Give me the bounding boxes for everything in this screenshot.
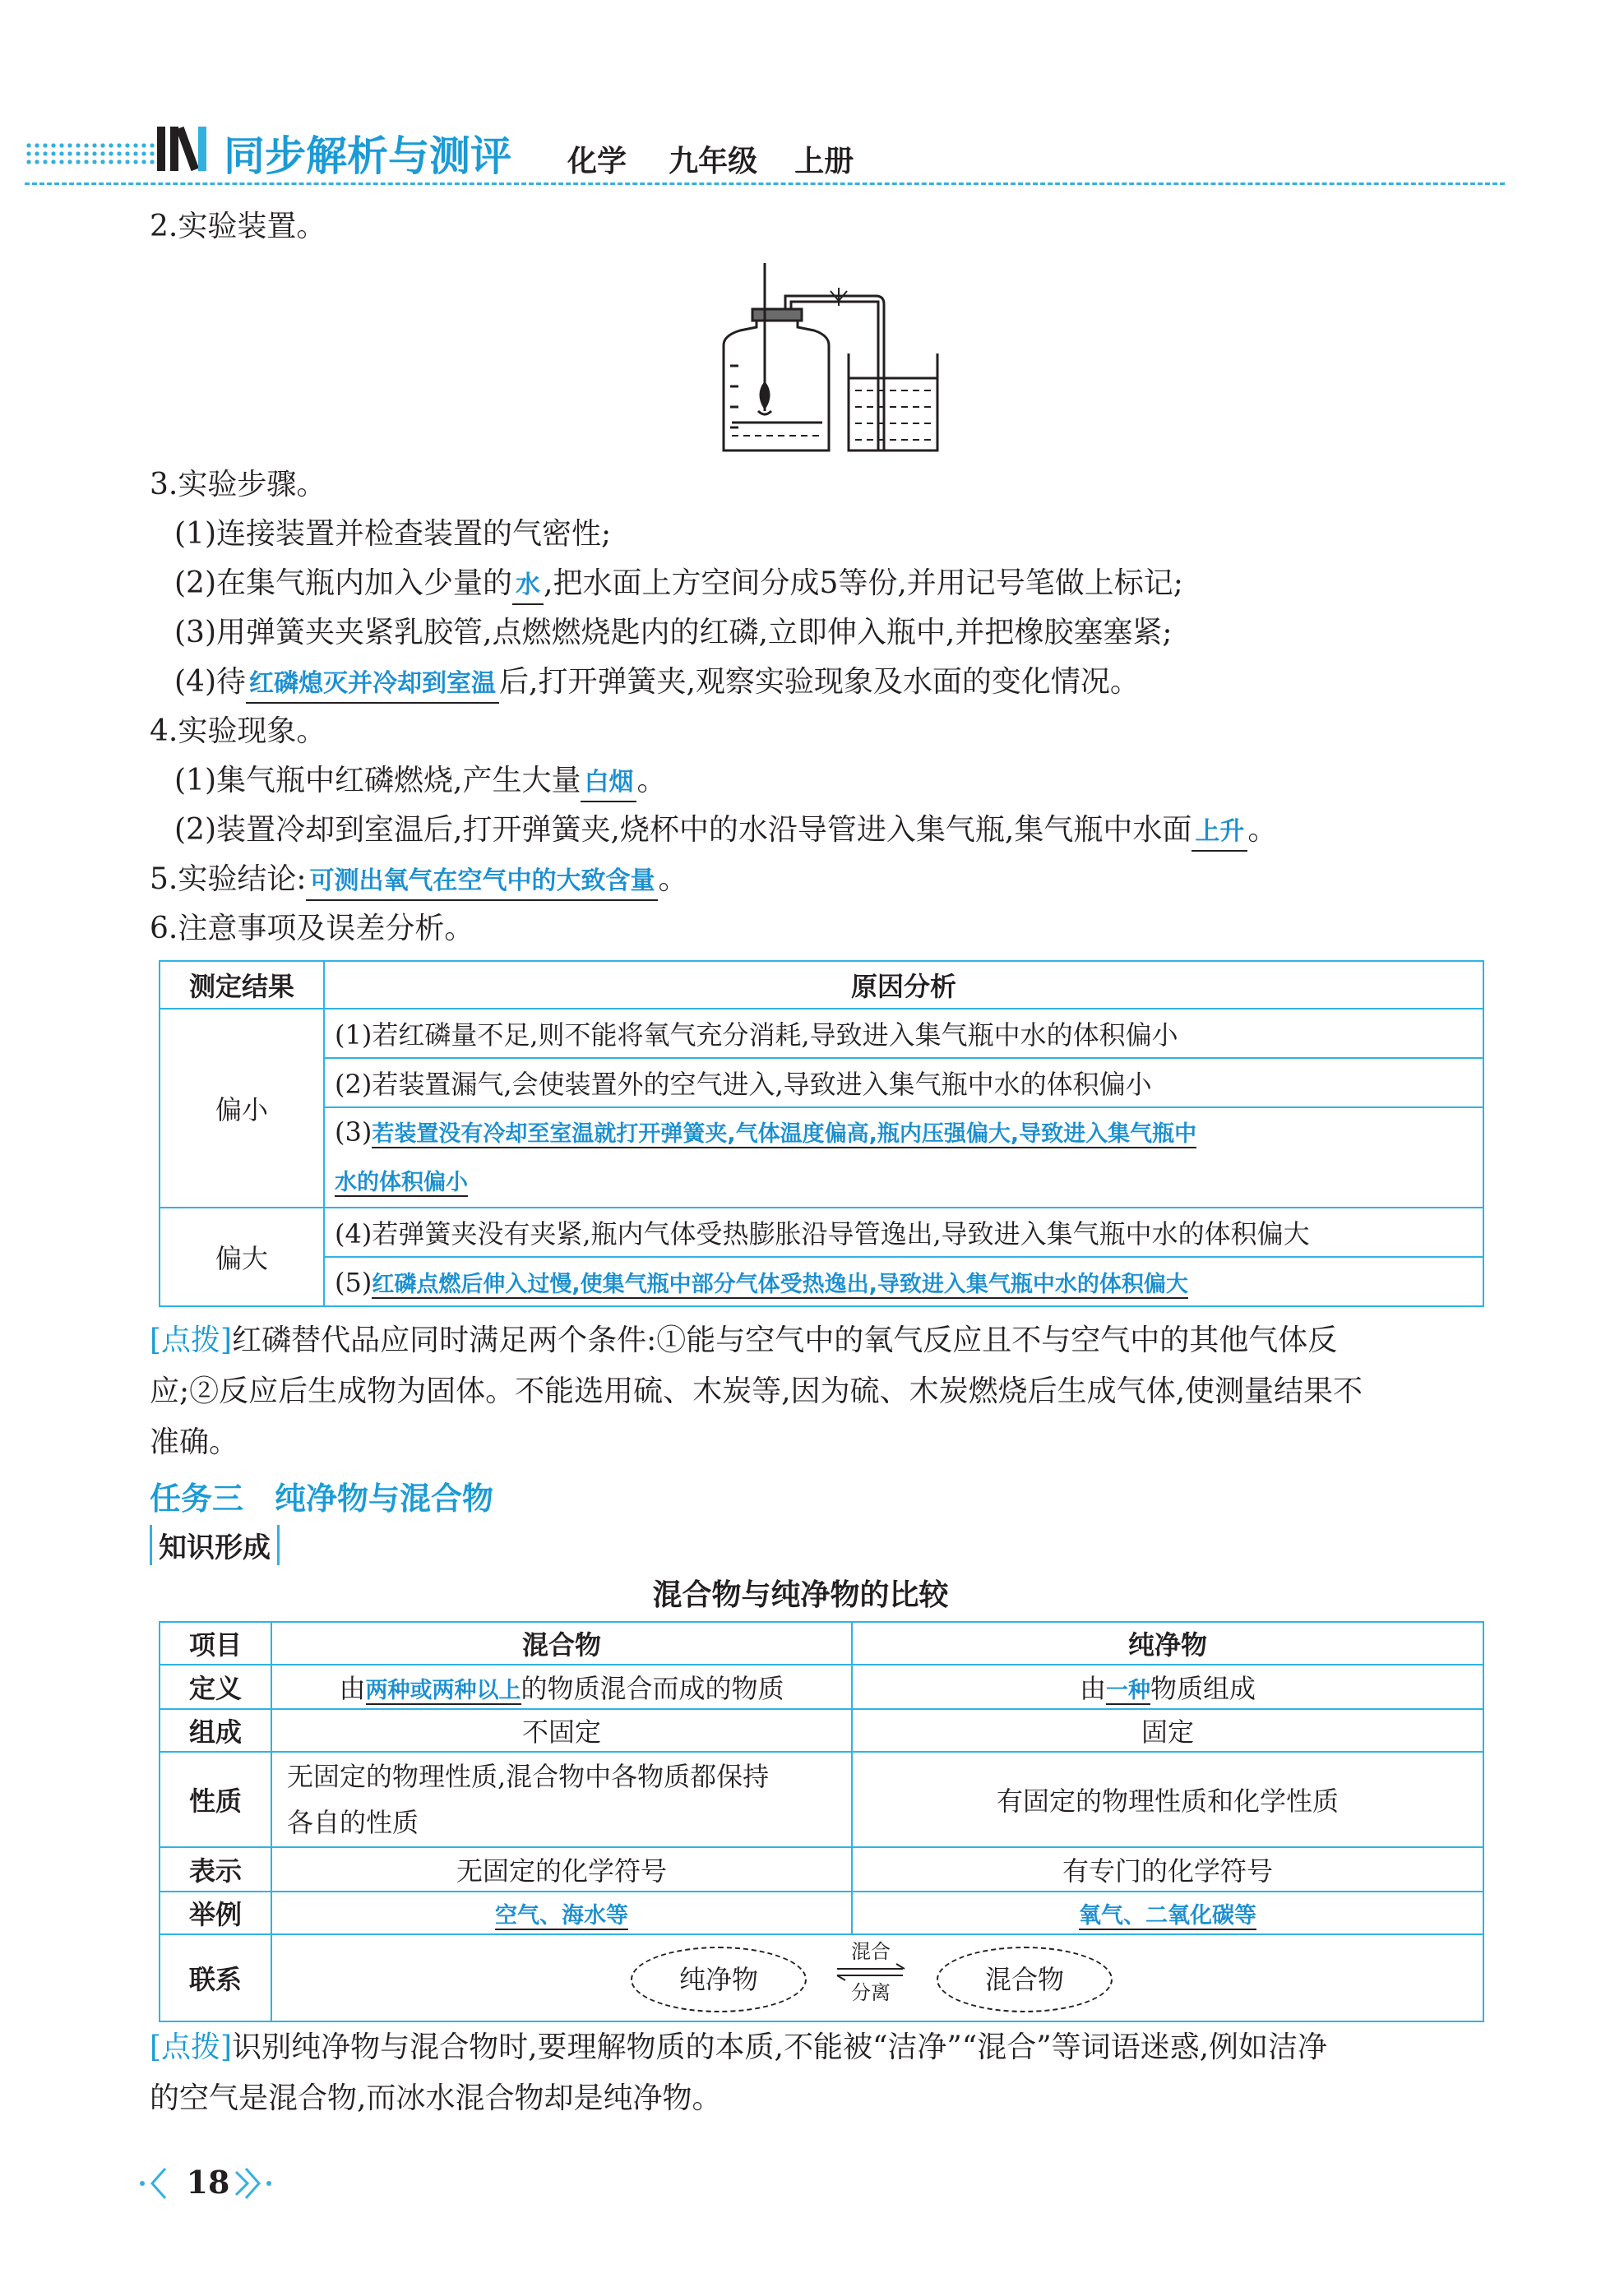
error-row-1: (1)若红磷量不足,则不能将氧气充分消耗,导致进入集气瓶中水的体积偏小 (324, 1009, 1483, 1058)
compare-header-item: 项目 (160, 1622, 271, 1665)
tip-2-line-2: 的空气是混合物,而冰水混合物却是纯净物。 (150, 2081, 722, 2115)
error-row-5-answer: 红磷点燃后伸入过慢,使集气瓶中部分气体受热逸出,导致进入集气瓶中水的体积偏大 (372, 1271, 1188, 1297)
section-5-answer: 可测出氧气在空气中的大致含量 (306, 863, 658, 901)
tip-2-line-1: 识别纯净物与混合物时,要理解物质的本质,不能被“洁净”“混合”等词语迷惑,例如洁净 (232, 2030, 1328, 2064)
compare-def-label: 定义 (160, 1665, 271, 1709)
step-4-pre: (4)待 (174, 665, 246, 699)
knowledge-formation-label: 知识形成 (159, 1531, 271, 1564)
error-small-label: 偏小 (160, 1009, 324, 1208)
header-subject (567, 138, 854, 180)
step-2-pre: (2)在集气瓶内加入少量的 (174, 566, 512, 600)
compare-rep-label: 表示 (160, 1847, 271, 1892)
compare-ex-mixture (271, 1892, 852, 1934)
phenomenon-1 (174, 756, 666, 806)
section-6-title: 6.注意事项及误差分析。 (150, 912, 474, 945)
section-5-post: 。 (658, 862, 688, 896)
arrow-top-label: 混合 (851, 1940, 891, 1963)
compare-header-pure: 纯净物 (852, 1622, 1483, 1665)
compare-prop-pure: 有固定的物理性质和化学性质 (852, 1752, 1483, 1847)
section-4-title: 4.实验现象。 (150, 714, 326, 748)
phenomenon-1-post: 。 (636, 764, 667, 797)
tip-1-label: [点拨] (150, 1324, 233, 1357)
phenomenon-1-pre: (1)集气瓶中红磷燃烧,产生大量 (174, 764, 581, 797)
phenomenon-2-pre: (2)装置冷却到室温后,打开弹簧夹,烧杯中的水沿导管进入集气瓶,集气瓶中水面 (174, 813, 1192, 847)
header-dots (25, 141, 156, 166)
double-arrow-icon (834, 1963, 908, 1981)
compare-ex-label: 举例 (160, 1892, 271, 1934)
compare-prop-mixture (271, 1752, 852, 1847)
volume: 上册 (794, 145, 854, 178)
error-analysis-table (159, 960, 1484, 1307)
error-col-reason: 原因分析 (324, 961, 1483, 1009)
arrow-bottom-label: 分离 (851, 1981, 891, 2004)
link-pure-label: 纯净物 (678, 1964, 758, 1995)
link-pure-ellipse (631, 1947, 807, 2012)
link-mix-label: 混合物 (984, 1964, 1064, 1995)
section-5-pre: 5.实验结论: (150, 862, 307, 896)
error-row-4: (4)若弹簧夹没有夹紧,瓶内气体受热膨胀沿导管逸出,导致进入集气瓶中水的体积偏大 (324, 1208, 1483, 1257)
compare-prop-label: 性质 (160, 1752, 271, 1847)
step-4-post: 后,打开弹簧夹,观察实验现象及水面的变化情况。 (499, 665, 1140, 699)
compare-def-pure (852, 1665, 1483, 1709)
tip-1 (150, 1315, 1363, 1468)
error-large-label: 偏大 (160, 1208, 324, 1306)
books-logo-icon (152, 122, 215, 174)
page-number: 18 (186, 2164, 230, 2201)
page-number-badge (136, 2160, 275, 2206)
task-3-title: 任务三 纯净物与混合物 (150, 1481, 494, 1517)
def-pure-answer: 一种 (1106, 1678, 1150, 1703)
step-2 (174, 559, 1183, 608)
compare-comp-label: 组成 (160, 1709, 271, 1752)
def-mix-answer: 两种或两种以上 (365, 1678, 521, 1703)
compare-def-mixture (271, 1665, 852, 1709)
compare-table-caption: 混合物与纯净物的比较 (652, 1578, 949, 1612)
error-row-3-num: (3) (335, 1116, 372, 1148)
compare-rep-pure: 有专门的化学符号 (852, 1847, 1483, 1892)
error-row-5-num: (5) (335, 1266, 372, 1298)
link-mix-ellipse (937, 1947, 1113, 2012)
compare-ex-pure (852, 1892, 1483, 1934)
step-4 (174, 658, 1140, 707)
error-row-5 (324, 1257, 1483, 1306)
grade: 九年级 (669, 145, 758, 178)
phenomenon-2 (174, 806, 1277, 855)
def-mix-post: 的物质混合而成的物质 (521, 1673, 784, 1704)
step-2-post: ,把水面上方空间分成5等份,并用记号笔做上标记; (544, 566, 1183, 600)
step-1: (1)连接装置并检查装置的气密性; (174, 517, 612, 551)
compare-table (159, 1621, 1484, 2022)
prop-mix-line-1: 无固定的物理性质,混合物中各物质都保持 (287, 1761, 770, 1792)
link-arrow (821, 1940, 920, 2016)
phenomenon-1-answer: 白烟 (581, 765, 636, 802)
compare-link-label: 联系 (160, 1934, 271, 2021)
apparatus-diagram (707, 255, 954, 460)
def-mix-pre: 由 (339, 1673, 366, 1704)
section-3-title: 3.实验步骤。 (150, 468, 326, 501)
compare-rep-mixture: 无固定的化学符号 (271, 1847, 852, 1892)
section-5 (150, 855, 688, 904)
step-3: (3)用弹簧夹夹紧乳胶管,点燃燃烧匙内的红磷,立即伸入瓶中,并把橡胶塞塞紧; (174, 616, 1173, 649)
def-pure-post: 物质组成 (1150, 1673, 1256, 1704)
tip-1-line-3: 准确。 (150, 1425, 239, 1459)
compare-comp-pure: 固定 (852, 1709, 1483, 1752)
error-row-3 (324, 1107, 1483, 1208)
tip-1-line-1: 红磷替代品应同时满足两个条件:①能与空气中的氧气反应且不与空气中的其他气体反 (232, 1324, 1338, 1357)
step-2-answer: 水 (512, 567, 544, 605)
tip-1-line-2: 应;②反应后生成物为固体。不能选用硫、木炭等,因为硫、木炭燃烧后生成气体,使测量结果不 (150, 1374, 1363, 1408)
tip-2 (150, 2022, 1327, 2124)
knowledge-formation-tag (150, 1525, 280, 1565)
header-divider (25, 182, 1505, 185)
section-2-title: 2.实验装置。 (150, 210, 326, 243)
error-row-2: (2)若装置漏气,会使装置外的空气进入,导致进入集气瓶中水的体积偏小 (324, 1058, 1483, 1107)
ex-mix-answer: 空气、海水等 (495, 1902, 628, 1929)
phenomenon-2-post: 。 (1247, 813, 1278, 847)
error-row-3-answer-b: 水的体积偏小 (335, 1170, 468, 1195)
tip-2-label: [点拨] (150, 2030, 233, 2064)
step-4-answer: 红磷熄灭并冷却到室温 (246, 666, 499, 704)
series-title: 同步解析与测评 (224, 132, 511, 180)
phenomenon-2-answer: 上升 (1191, 814, 1247, 852)
prop-mix-line-2: 各自的性质 (287, 1807, 419, 1838)
compare-comp-mixture: 不固定 (271, 1709, 852, 1752)
error-col-result: 测定结果 (160, 961, 324, 1009)
def-pure-pre: 由 (1079, 1673, 1106, 1704)
compare-link-cell (271, 1934, 1483, 2021)
subject: 化学 (567, 145, 627, 178)
compare-header-mixture: 混合物 (271, 1622, 852, 1665)
ex-pure-answer: 氧气、二氧化碳等 (1079, 1902, 1256, 1929)
error-row-3-answer-a: 若装置没有冷却至室温就打开弹簧夹,气体温度偏高,瓶内压强偏大,导致进入集气瓶中 (372, 1121, 1197, 1147)
